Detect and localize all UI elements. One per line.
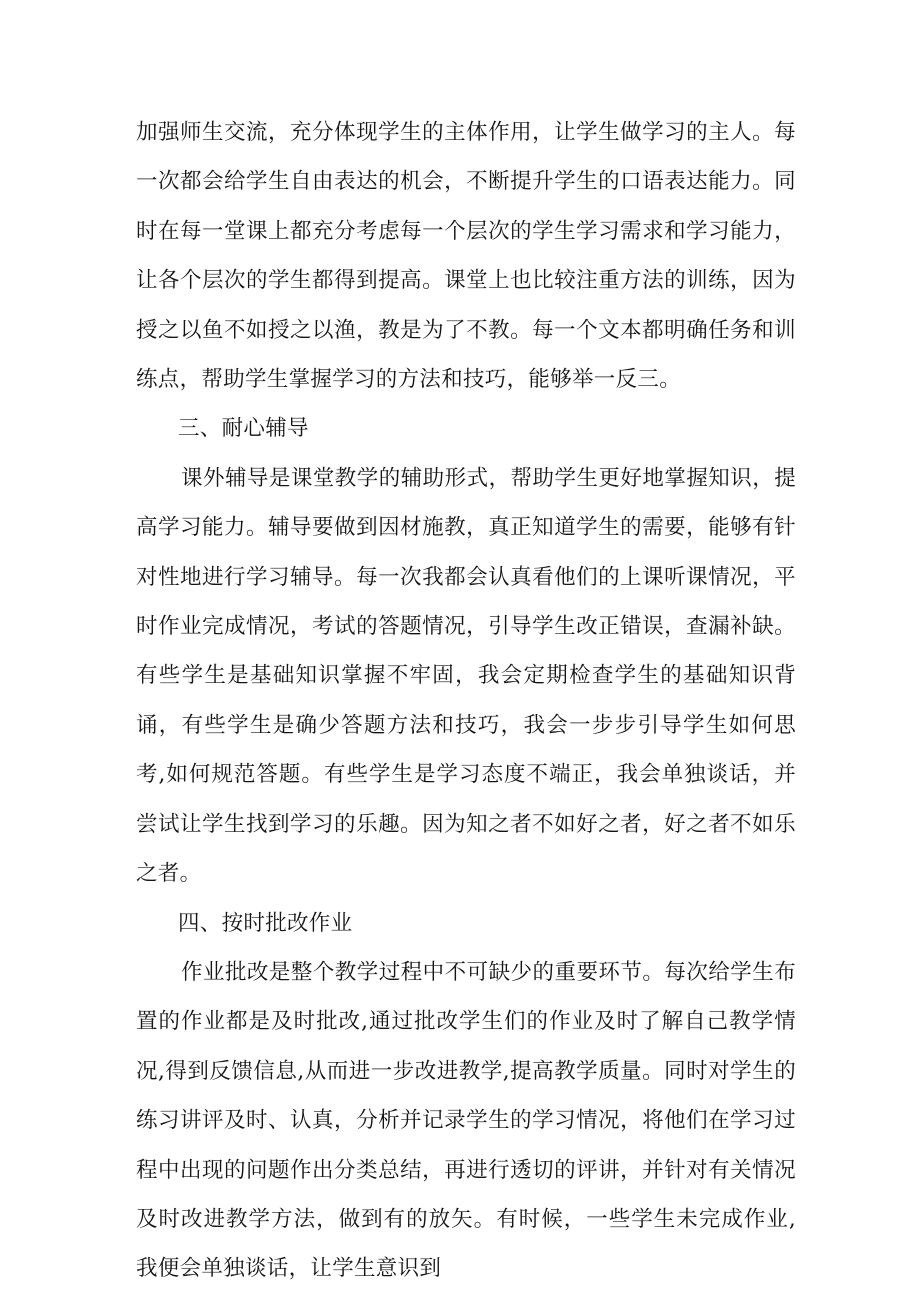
- body-paragraph: 作业批改是整个教学过程中不可缺少的重要环节。每次给学生布置的作业都是及时批改,通过批改学生们的作业及时了解自己教学情况,得到反馈信息,从而进一步改进教学,提高教学质量。同时对学生的练习讲评及时、认真，分析并记录学生的学习情况，将他们在学习过程中出现的问题作出分类总结，再进行透切的评讲，并针对有关情况及时改进教学方法，做到有的放矢。有时候，一些学生未完成作业,我便会单独谈话，让学生意识到: [136, 959, 796, 1282]
- body-paragraph: 加强师生交流，充分体现学生的主体作用，让学生做学习的主人。每一次都会给学生自由表达的机会，不断提升学生的口语表达能力。同时在每一堂课上都充分考虑每一个层次的学生学习需求和学习能力，让各个层次的学生都得到提高。课堂上也比较注重方法的训练，因为授之以鱼不如授之以渔，教是为了不教。每一个文本都明确任务和训练点，帮助学生掌握学习的方法和技巧，能够举一反三。: [136, 120, 796, 393]
- body-paragraph: 课外辅导是课堂教学的辅助形式，帮助学生更好地掌握知识，提高学习能力。辅导要做到因材施教，真正知道学生的需要，能够有针对性地进行学习辅导。每一次我都会认真看他们的上课听课情况，平时作业完成情况，考试的答题情况，引导学生改正错误，查漏补缺。有些学生是基础知识掌握不牢固，我会定期检查学生的基础知识背诵，有些学生是确少答题方法和技巧，我会一步步引导学生如何思考,如何规范答题。有些学生是学习态度不端正，我会单独谈话，并尝试让学生找到学习的乐趣。因为知之者不如好之者，好之者不如乐之者。: [136, 465, 796, 887]
- section-heading-4: 四、按时批改作业: [178, 910, 353, 936]
- document-body: [136, 108, 796, 1294]
- section-heading-3: 三、耐心辅导: [178, 416, 309, 442]
